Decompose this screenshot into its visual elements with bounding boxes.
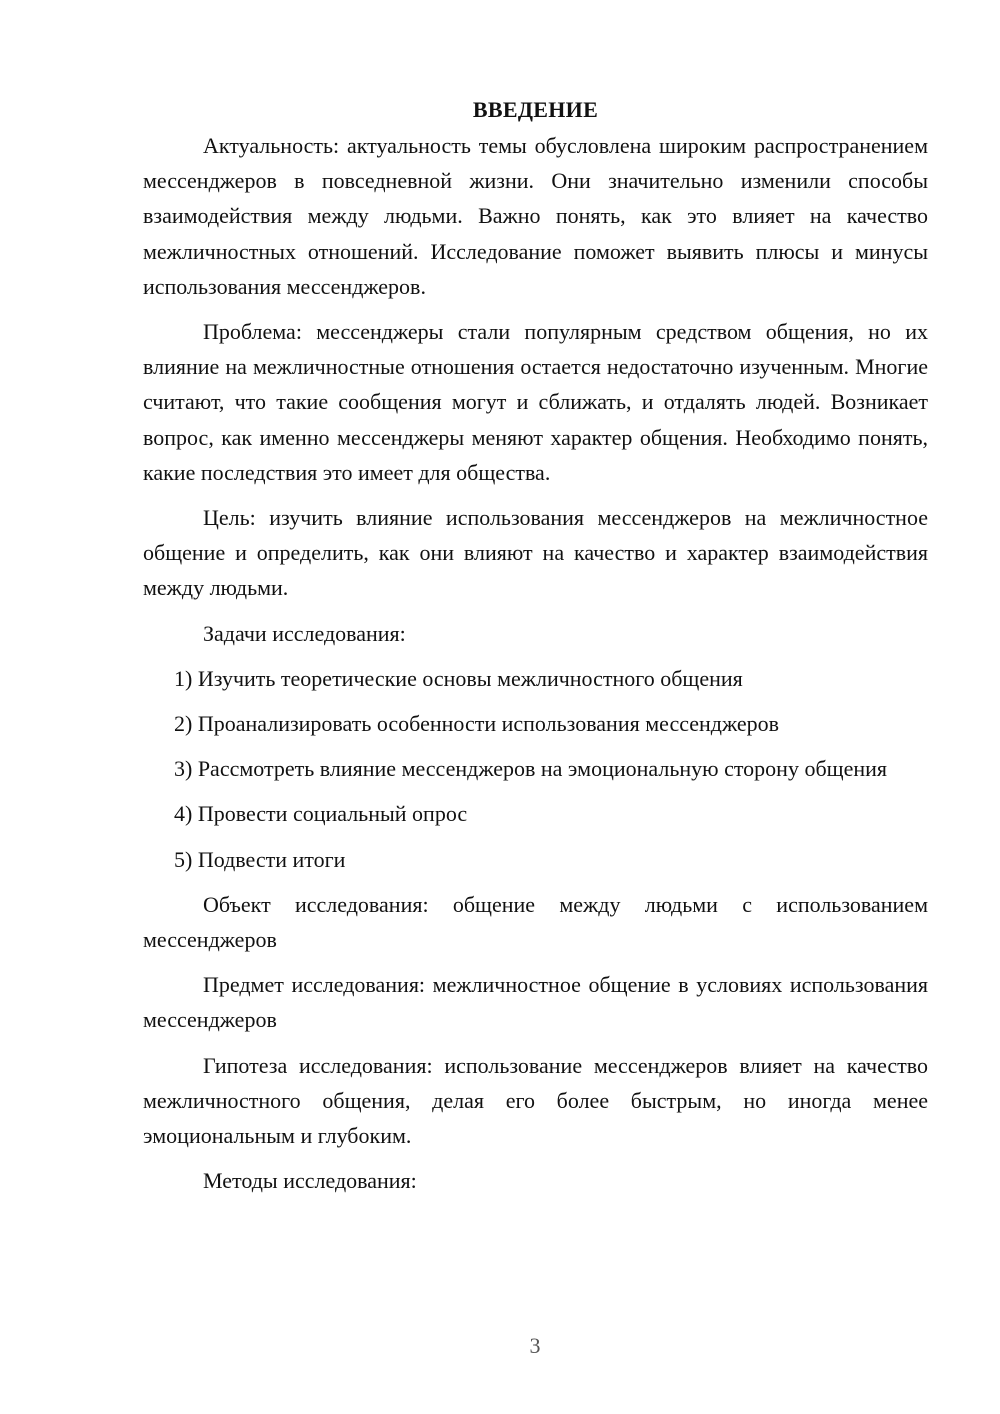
paragraph-tasks-title: Задачи исследования: [203, 620, 406, 646]
paragraph-relevance: Актуальность: актуальность темы обусловлена широким распространением мессенджеров в повседневной жизни. Они значительно изменили способы взаимодействия между людьми. Важно понять, как это влияет на качество межличностных отношений. Исследование поможет выявить плюсы и минусы использования мессенджеров. [143, 133, 928, 299]
list-item: 4) Провести социальный опрос [174, 801, 468, 827]
paragraph-problem: Проблема: мессенджеры стали популярным средством общения, но их влияние на межличностные отношения остается недостаточно изученным. Многие считают, что такие сообщения могут и сближать, и отдалять людей. Возникает вопрос, как именно мессенджеры меняют характер общения. Необходимо понять, какие последствия это имеет для общества. [143, 319, 928, 485]
list-item: 1) Изучить теоретические основы межличностного общения [174, 665, 743, 691]
paragraph-subject: Предмет исследования: межличностное общение в условиях использования мессенджеров [143, 972, 928, 1033]
paragraph-methods-title: Методы исследования: [203, 1168, 417, 1194]
list-item: 2) Проанализировать особенности использования мессенджеров [174, 711, 780, 737]
paragraph-goal: Цель: изучить влияние использования мессенджеров на межличностное общение и определить, как они влияют на качество и характер взаимодействия между людьми. [143, 505, 928, 601]
page-number: 3 [529, 1333, 541, 1358]
paragraph-hypothesis: Гипотеза исследования: использование мессенджеров влияет на качество межличностного общения, делая его более быстрым, но иногда менее эмоциональным и глубоким. [143, 1052, 928, 1149]
tasks-list [143, 661, 928, 877]
list-item: 5) Подвести итоги [174, 846, 346, 872]
document-page [143, 92, 928, 1208]
paragraph-object: Объект исследования: общение между людьми с использованием мессенджеров [143, 891, 928, 953]
list-item: 3) Рассмотреть влияние мессенджеров на эмоциональную сторону общения [174, 756, 888, 782]
section-heading: ВВЕДЕНИЕ [472, 97, 599, 122]
